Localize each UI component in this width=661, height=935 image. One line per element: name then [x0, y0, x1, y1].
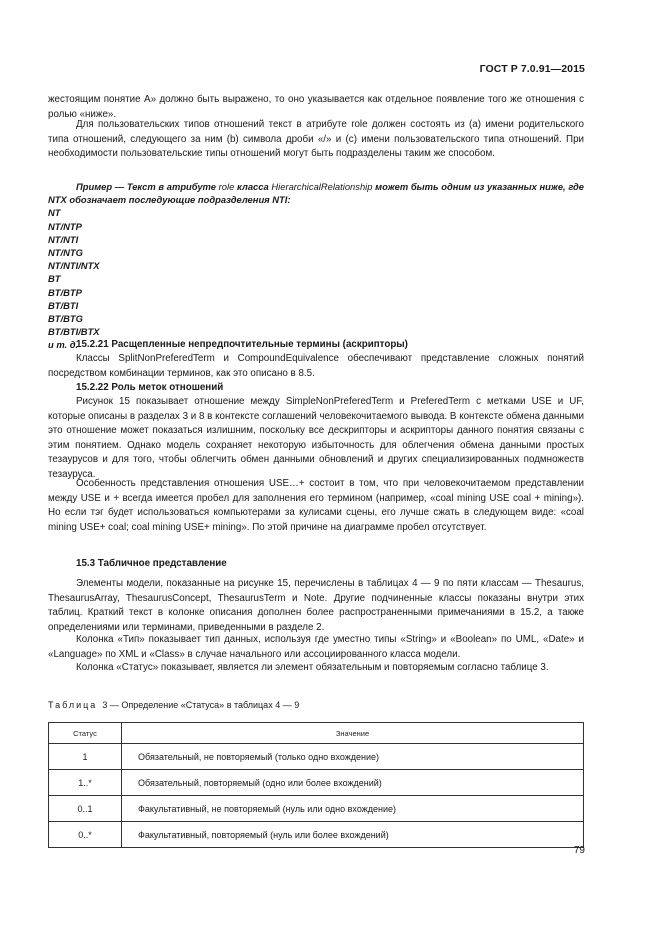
column-header-meaning: Значение	[122, 723, 584, 744]
section-15-2-22-paragraph-2: Особенность представления отношения USE…+ состоит в том, что при человекочитаемом представлении между USE и + всегда имеется пробел для заполнения его термином (например, «coal mining USE coal + mining»). Но если тэг будет использоваться компьютерами за кулисами сцены, его лучше сжать в следующем виде: «coal mining USE+ coal; coal mining USE+ mining». По этой причине на диаграмме пробел отсутствует.	[48, 478, 584, 533]
example-item: BT	[48, 273, 61, 285]
table-caption: Таблица 3 — Определение «Статуса» в таблицах 4 — 9	[48, 700, 300, 710]
meaning-cell: Факультативный, не повторяемый (нуль или одно вхождение)	[122, 796, 584, 822]
meaning-cell: Факультативный, повторяемый (нуль или более вхождений)	[122, 822, 584, 848]
example-item: и т. д.	[48, 339, 79, 351]
example-item: BT/BTP	[48, 286, 82, 298]
section-15-2-21-text: Классы SplitNonPreferedTerm и CompoundEquivalence обеспечивают представление сложных понятий посредством комбинации терминов, как это описано в 8.5.	[48, 353, 584, 379]
table-row	[49, 744, 584, 770]
status-cell: 0..1	[49, 796, 122, 822]
status-table	[48, 722, 584, 848]
example-item: NT/NTG	[48, 247, 83, 259]
table-row	[49, 822, 584, 848]
section-15-3-paragraph-3: Колонка «Статус» показывает, является ли элемент обязательным и повторяемым согласно таблице 3.	[76, 662, 549, 673]
meaning-cell: Обязательный, не повторяемый (только одно вхождение)	[122, 744, 584, 770]
column-header-status: Статус	[49, 723, 122, 744]
table-row	[49, 796, 584, 822]
meaning-cell: Обязательный, повторяемый (одно или более вхождений)	[122, 770, 584, 796]
example-item: BT/BTG	[48, 313, 83, 325]
section-15-3-paragraph-2: Колонка «Тип» показывает тип данных, используя где уместно типы «String» и «Boolean» по UML, «Date» и «Language» по XML и «Class» в случае начального или ассоциированного класса модели.	[48, 634, 584, 660]
section-15-2-22-paragraph-1: Рисунок 15 показывает отношение между SimpleNonPreferedTerm и PreferedTerm с метками USE и UF, которые описаны в разделах 3 и 8 в контексте соглашений человекочитаемого вывода. В контексте обмена данными это отношение может показаться излишним, поскольку все дескрипторы и аскрипторы данного понятия связаны с этим понятием. Однако модель сохраняет некоторую избыточность для облегчения обмена данными простых тезаурусов и для того, чтобы облегчить обмен данными обновлений и других специализированных подмножеств тезауруса.	[48, 396, 584, 480]
example-lead: Пример — Текст в атрибуте role класса HierarchicalRelationship может быть одним из указанных ниже, где NTX обозначает последующие подразделения NTI:	[48, 181, 584, 206]
example-block	[48, 180, 584, 352]
example-item: NT	[48, 207, 61, 219]
section-title-15-2-21: 15.2.21 Расщепленные непредпочтительные термины (аскрипторы)	[76, 339, 408, 350]
page-number: 79	[573, 845, 585, 856]
status-cell: 1..*	[49, 770, 122, 796]
table-header-row	[49, 723, 584, 744]
example-item: BT/BTI/BTX	[48, 326, 100, 338]
table-row	[49, 770, 584, 796]
example-item: NT/NTI	[48, 233, 79, 245]
paragraph-continuation: жестоящим понятие А» должно быть выражено, то оно указывается как отдельное появление того же отношения с ролью «ниже».	[48, 94, 584, 120]
status-cell: 0..*	[49, 822, 122, 848]
paragraph-custom-relations: Для пользовательских типов отношений текст в атрибуте role должен состоять из (а) имени родительского типа отношений, следующего за ним (b) символа дроби «/» и (с) имени пользовательского типа отношений. При необходимости пользовательские типы отношений могут быть подразделены таким же способом.	[48, 119, 584, 159]
section-title-15-2-22: 15.2.22 Роль меток отношений	[76, 382, 224, 393]
status-cell: 1	[49, 744, 122, 770]
example-item: NT/NTI/NTX	[48, 260, 100, 272]
section-15-3-paragraph-1: Элементы модели, показанные на рисунке 15, перечислены в таблицах 4 — 9 по пяти классам — Thesaurus, ThesaurusArray, ThesaurusConcept, ThesaurusTerm и Note. Другие подчиненные классы показаны внутри этих таблиц. Краткий текст в колонке описания дополнен более распространенными примечаниями в 15.2, а также определениями или терминами, приведенными в разделе 2.	[48, 578, 584, 633]
document-header: ГОСТ Р 7.0.91—2015	[479, 63, 585, 75]
example-item: NT/NTP	[48, 220, 82, 232]
section-title-15-3: 15.3 Табличное представление	[76, 558, 227, 569]
example-item: BT/BTI	[48, 299, 79, 311]
